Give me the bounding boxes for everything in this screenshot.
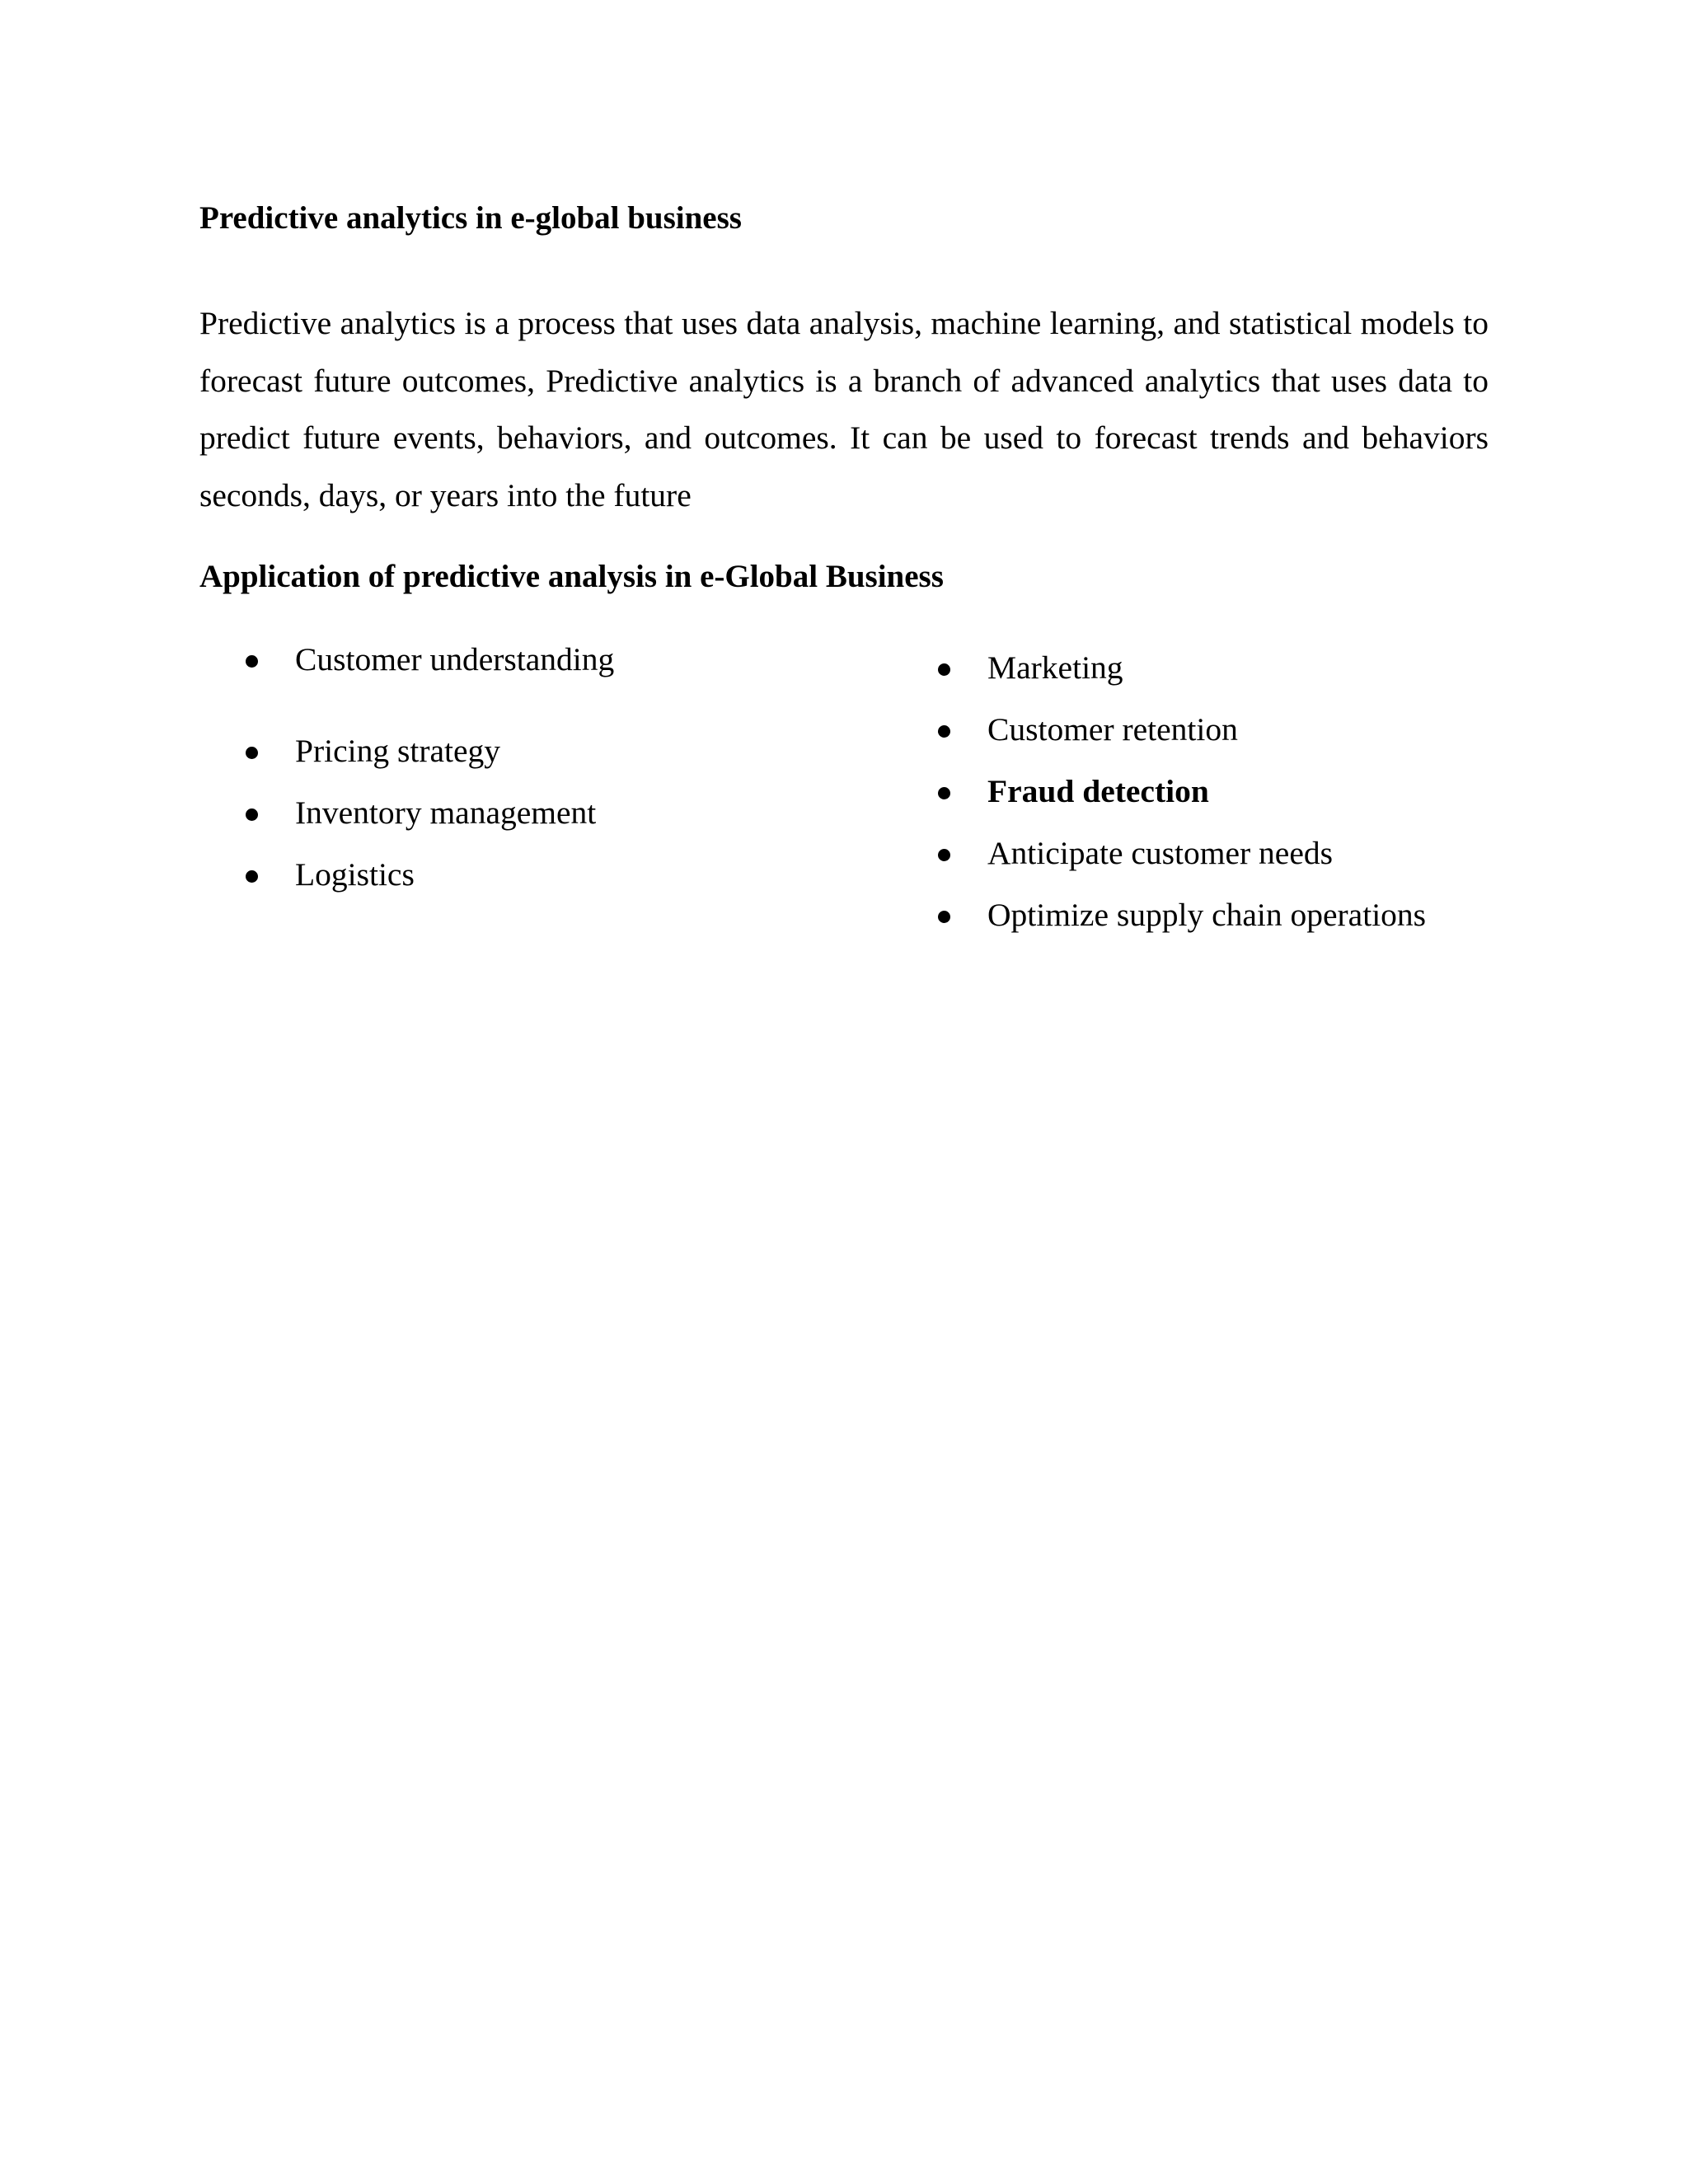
list-item-text: Anticipate customer needs xyxy=(987,835,1333,871)
bullet-icon xyxy=(938,849,950,861)
bullet-icon xyxy=(938,725,950,738)
bullet-icon xyxy=(938,663,950,676)
section-heading: Application of predictive analysis in e-Global Business xyxy=(199,559,944,594)
bullet-icon xyxy=(246,870,258,883)
list-item-text: Fraud detection xyxy=(987,773,1209,809)
bullet-icon xyxy=(938,911,950,923)
list-item-text: Customer understanding xyxy=(295,641,615,677)
list-item-text: Optimize supply chain operations xyxy=(987,897,1427,933)
list-item-text: Inventory management xyxy=(295,794,597,831)
list-item-text: Pricing strategy xyxy=(295,733,501,769)
bullet-icon xyxy=(246,747,258,759)
page-title: Predictive analytics in e-global business xyxy=(199,200,742,236)
list-item-text: Customer retention xyxy=(987,711,1238,748)
list-item-text: Logistics xyxy=(295,856,415,893)
list-item-text: Marketing xyxy=(987,649,1123,686)
bullet-icon xyxy=(246,655,258,668)
bullet-icon xyxy=(246,808,258,821)
bullet-icon xyxy=(938,787,950,799)
intro-paragraph: Predictive analytics is a process that uses data analysis, machine learning, and statistical models to forecast future outcomes, Predictive analytics is a branch of advanced analytics that uses data to predict future events, behaviors, and outcomes. It can be used to forecast trends and behaviors seconds, days, or years into the future xyxy=(199,305,1489,513)
